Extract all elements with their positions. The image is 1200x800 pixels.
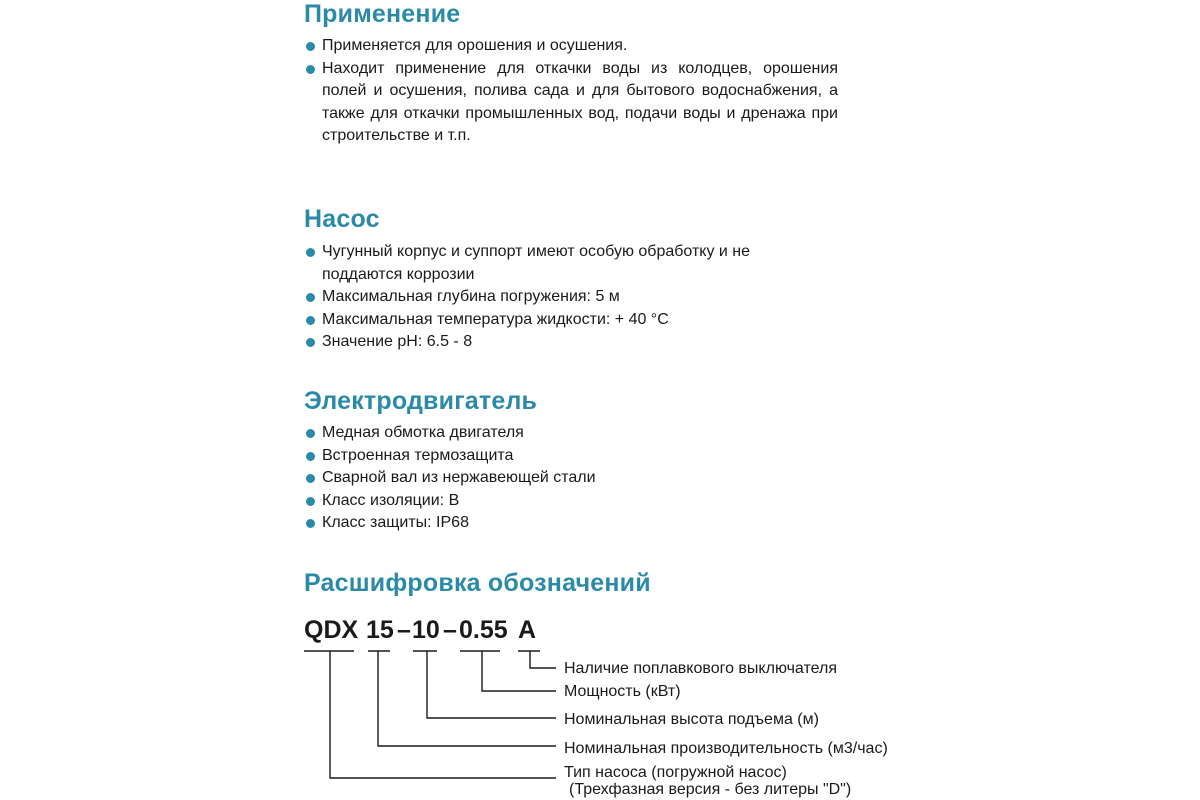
heading-decoding: Расшифровка обозначений [304, 569, 651, 597]
connector-float-switch [530, 651, 556, 668]
code-flow: 15 [366, 616, 394, 644]
connector-type [330, 651, 556, 778]
list-item: Класс защиты: IP68 [304, 512, 838, 535]
connector-head [427, 651, 556, 718]
heading-motor: Электродвигатель [304, 387, 538, 415]
label-head: Номинальная высота подъема (м) [564, 711, 819, 728]
list-item: Применяется для орошения и осушения. [304, 35, 838, 58]
list-item: Класс изоляции: B [304, 490, 838, 513]
label-type-note: (Трехфазная версия - без литеры "D") [569, 781, 852, 798]
list-item: Встроенная термозащита [304, 445, 838, 468]
code-head: 10 [412, 616, 440, 644]
label-flow: Номинальная производительность (м3/час) [564, 740, 888, 757]
code-power: 0.55 [459, 616, 508, 644]
list-item: Максимальная температура жидкости: + 40 °С [304, 309, 838, 332]
list-item: Значение pH: 6.5 - 8 [304, 331, 838, 354]
label-power: Мощность (кВт) [564, 683, 681, 700]
connector-power [482, 651, 556, 691]
code-dash: – [397, 616, 411, 644]
list-item: Находит применение для откачки воды из колодцев, орошения полей и осушения, полива сада и для бытового водоснабжения, а также для откачки промышленных вод, подачи воды и дренажа при строительстве и т.п. [304, 58, 838, 148]
list-item: Максимальная глубина погружения: 5 м [304, 286, 838, 309]
code-float-switch: A [518, 616, 537, 644]
label-type: Тип насоса (погружной насос) [564, 764, 787, 781]
label-float-switch: Наличие поплавкового выключателя [564, 660, 837, 677]
heading-pump: Насос [304, 205, 380, 233]
list-item: Сварной вал из нержавеющей стали [304, 467, 838, 490]
list-item: Медная обмотка двигателя [304, 422, 838, 445]
code-dash: – [443, 616, 457, 644]
code-type: QDX [304, 616, 359, 644]
list-item: Чугунный корпус и суппорт имеют особую обработку и не поддаются коррозии [304, 241, 772, 286]
heading-application: Применение [304, 0, 461, 28]
